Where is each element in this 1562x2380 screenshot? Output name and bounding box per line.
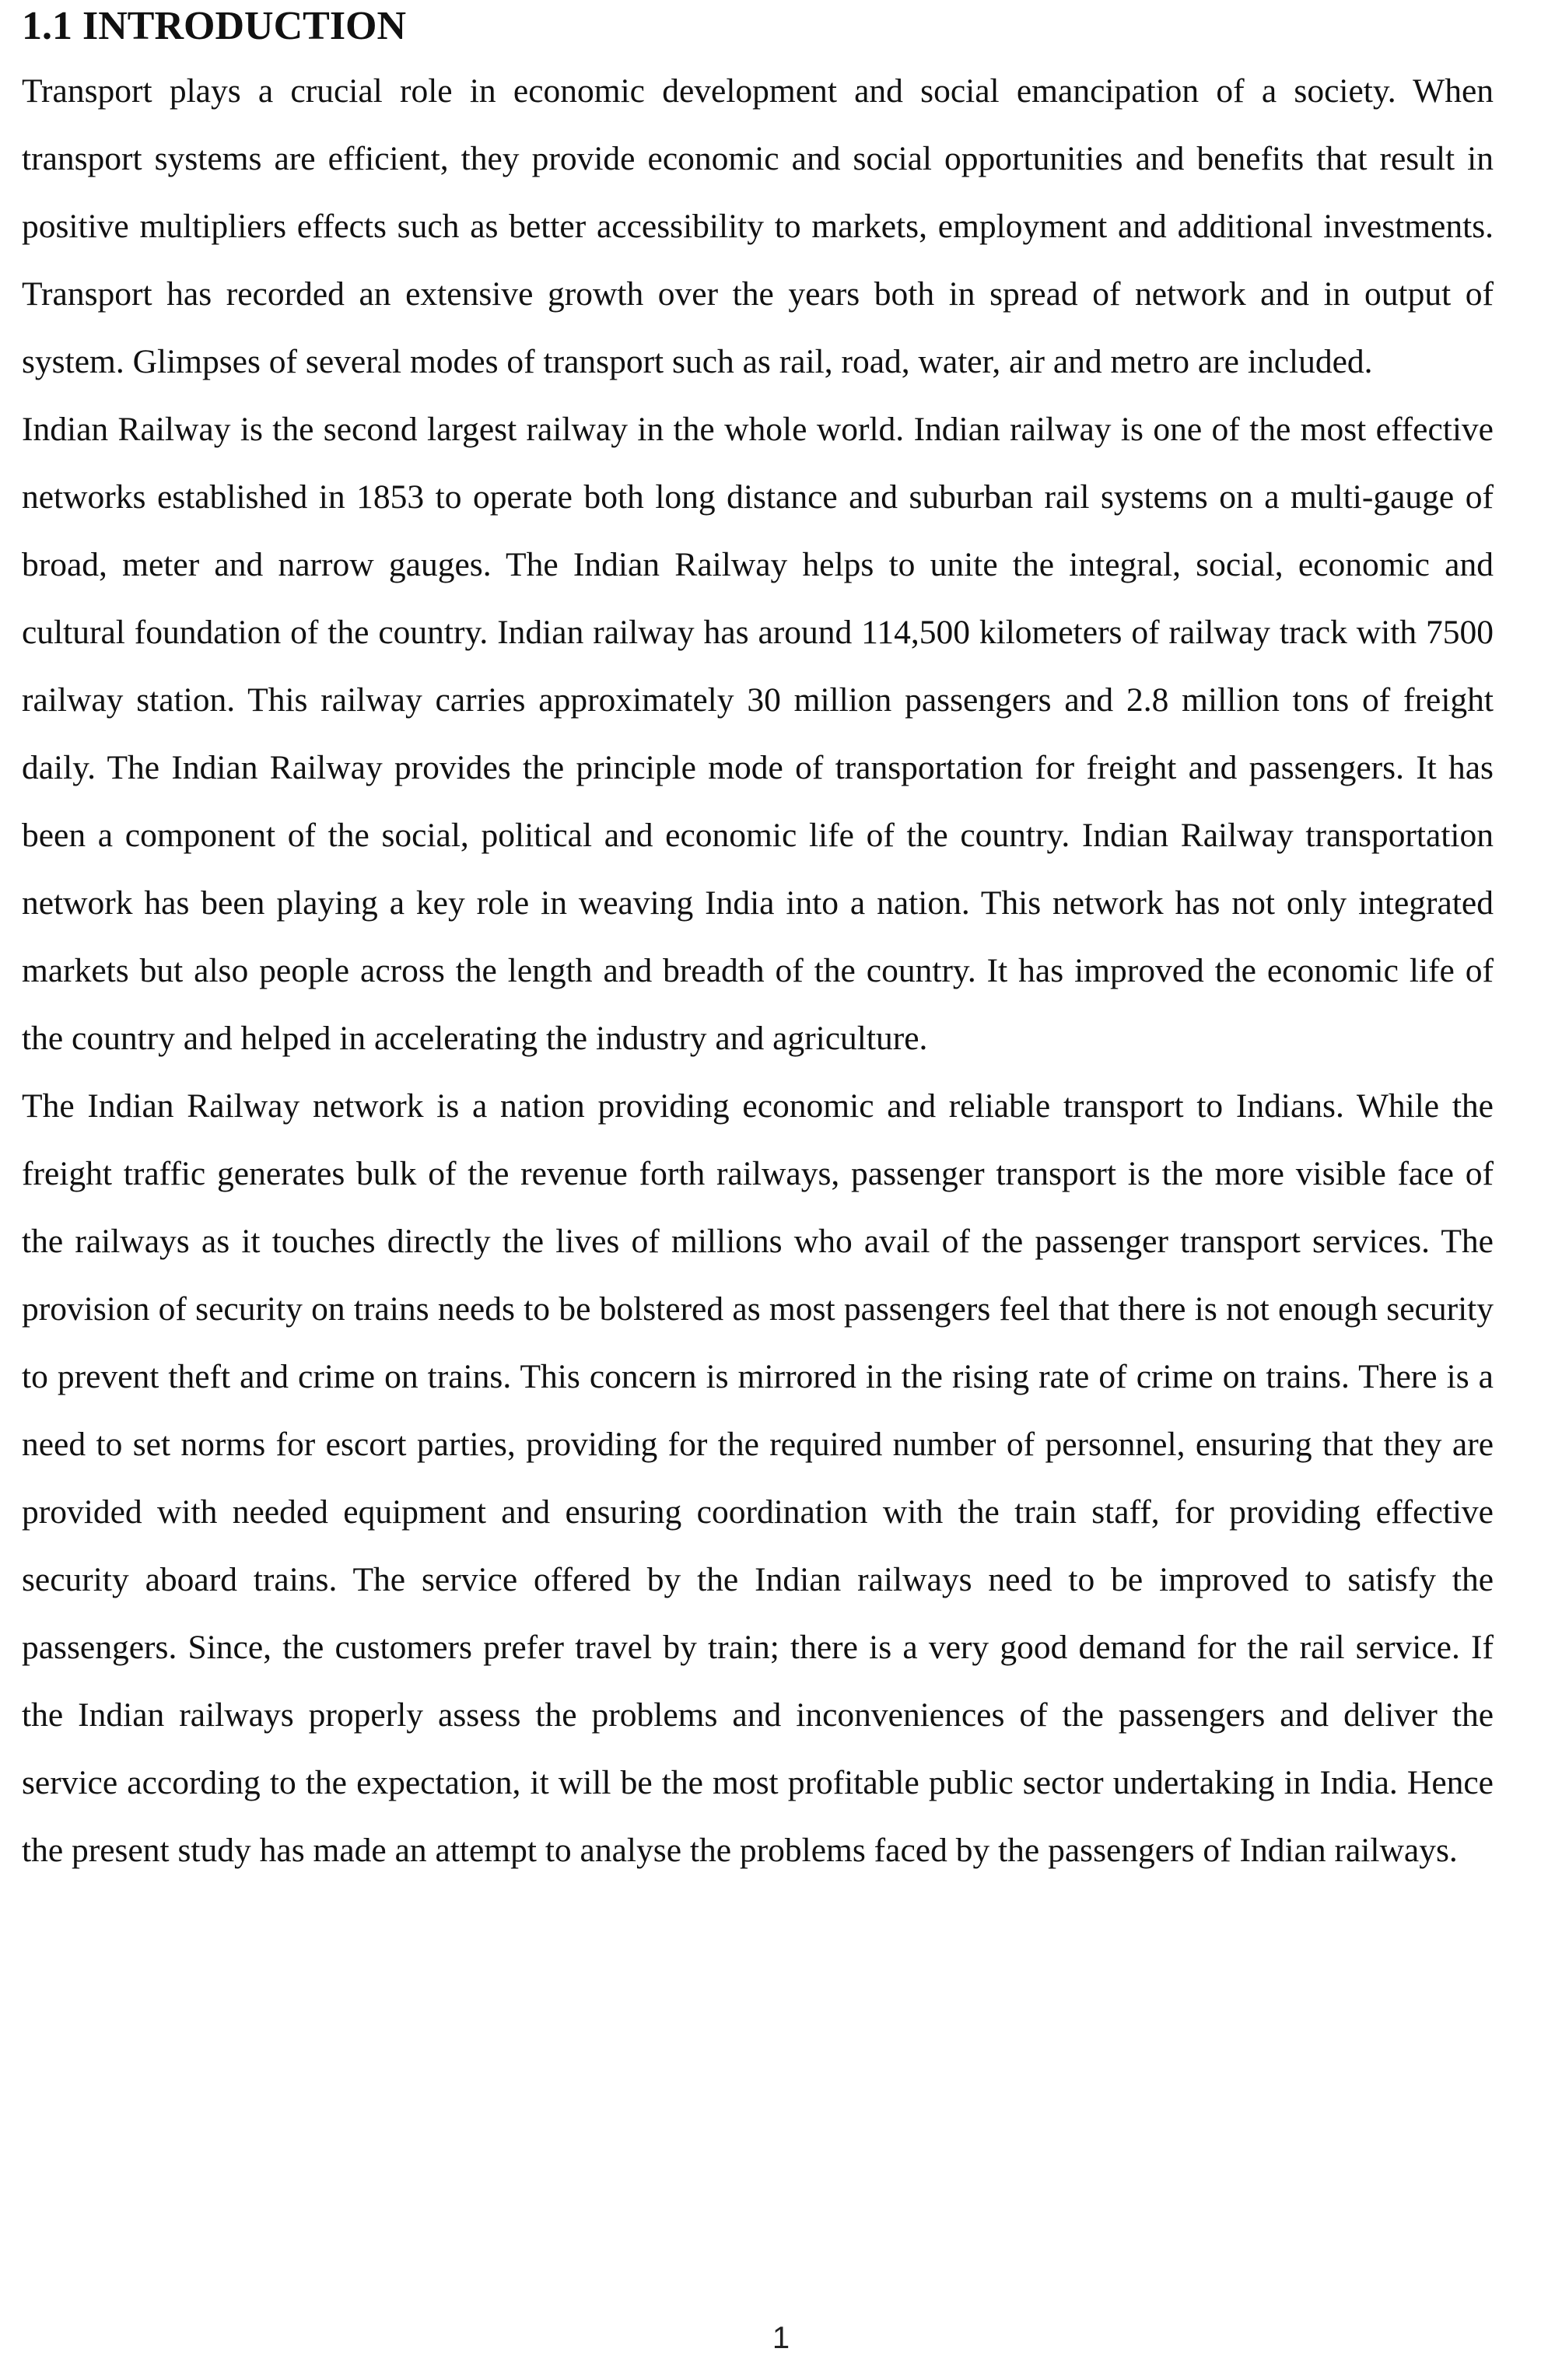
page-number: 1 [772,2321,790,2355]
section-heading: 1.1 INTRODUCTION [22,4,407,48]
paragraph-indian-railway: Indian Railway is the second largest railway in the whole world. Indian railway is one of the most effective networks established in 1853 to operate both long distance and suburban rail systems on a multi-gauge of broad, meter and narrow gauges. The Indian Railway helps to unite the integral, social, economic and cultural foundation of the country. Indian railway has around 114,500 kilometers of railway track with 7500 railway station. This railway carries approximately 30 million passengers and 2.8 million tons of freight daily. The Indian Railway provides the principle mode of transportation for freight and passengers. It has been a component of the social, political and economic life of the country. Indian Railway transportation network has been playing a key role in weaving India into a nation. This network has not only integrated markets but also people across the length and breadth of the country. It has improved the economic life of the country and helped in accelerating the industry and agriculture. [22,411,1494,1057]
paragraph-passenger-transport: The Indian Railway network is a nation providing economic and reliable transport to Indians. While the freight traffic generates bulk of the revenue forth railways, passenger transport is the more visible face of the railways as it touches directly the lives of millions who avail of the passenger transport services. The provision of security on trains needs to be bolstered as most passengers feel that there is not enough security to prevent theft and crime on trains. This concern is mirrored in the rising rate of crime on trains. There is a need to set norms for escort parties, providing for the required number of personnel, ensuring that they are provided with needed equipment and ensuring coordination with the train staff, for providing effective security aboard trains. The service offered by the Indian railways need to be improved to satisfy the passengers. Since, the customers prefer travel by train; there is a very good demand for the rail service. If the Indian railways properly assess the problems and inconveniences of the passengers and deliver the service according to the expectation, it will be the most profitable public sector undertaking in India. Hence the present study has made an attempt to analyse the problems faced by the passengers of Indian railways. [22,1087,1494,1869]
paragraph-transport-overview: Transport plays a crucial role in economic development and social emancipation of a society. When transport systems are efficient, they provide economic and social opportunities and benefits that result in positive multipliers effects such as better accessibility to markets, employment and additional investments. Transport has recorded an extensive growth over the years both in spread of network and in output of system. Glimpses of several modes of transport such as rail, road, water, air and metro are included. [22,72,1494,380]
body-text [22,58,1494,1885]
document-page [22,0,1494,2380]
